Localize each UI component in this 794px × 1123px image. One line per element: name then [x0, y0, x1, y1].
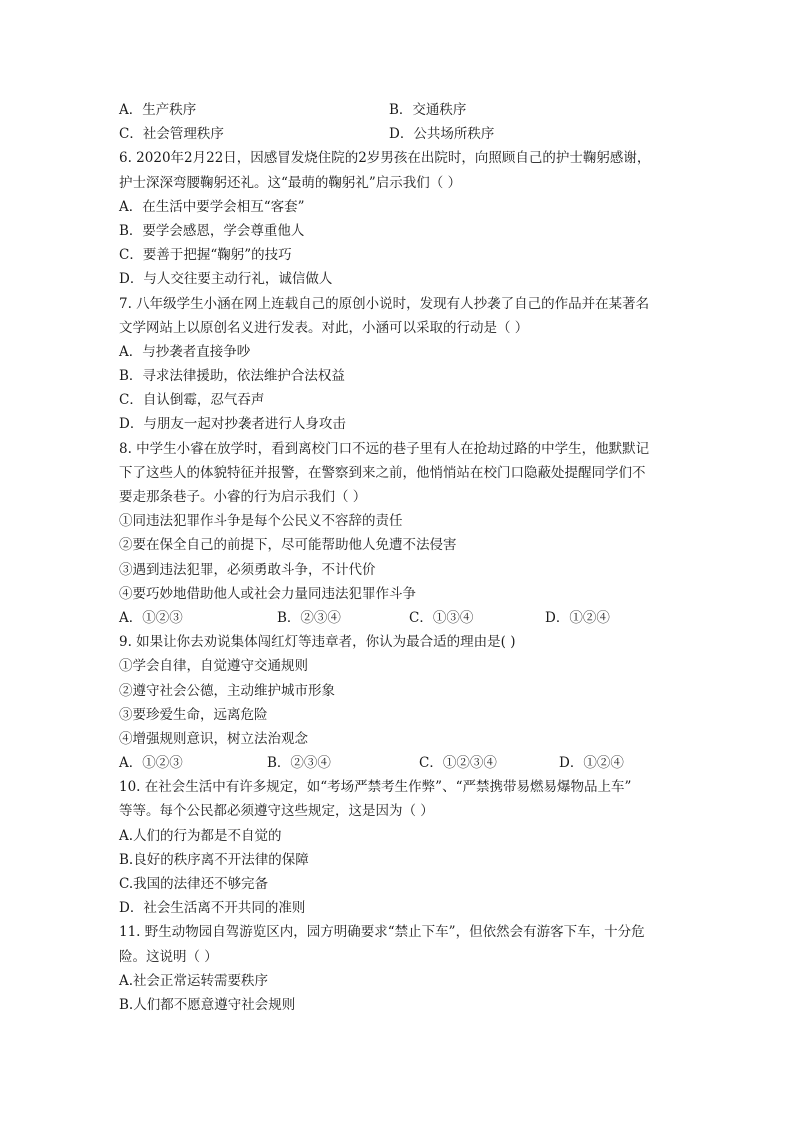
answer-option: C．①②③④ — [419, 755, 497, 772]
text-line: B．寻求法律援助，依法维护合法权益 — [119, 368, 345, 385]
answer-options-row — [119, 98, 679, 122]
text-line: C．要善于把握“鞠躬”的技巧 — [119, 247, 292, 264]
text-line: D．社会生活离不开共同的准则 — [119, 900, 306, 917]
text-line: A.人们的行为都是不自觉的 — [119, 827, 282, 844]
text-line: ④增强规则意识，树立法治观念 — [119, 730, 308, 747]
text-line: D．与朋友一起对抄袭者进行人身攻击 — [119, 416, 346, 433]
text-line: ④要巧妙地借助他人或社会力量同违法犯罪作斗争 — [119, 585, 416, 602]
text-line: B.良好的秩序离不开法律的保障 — [119, 851, 309, 868]
text-line: ②遵守社会公德，主动维护城市形象 — [119, 682, 335, 699]
text-line: 6. 2020年2月22日，因感冒发烧住院的2岁男孩在出院时，向照顾自己的护士鞠躬感谢， — [119, 150, 651, 167]
text-line: D．与人交往要主动行礼，诚信做人 — [119, 271, 333, 288]
text-line: 要走那条巷子。小睿的行为启示我们（ ） — [119, 489, 367, 505]
text-line: 10. 在社会生活中有许多规定，如“考场严禁考生作弊”、“严禁携带易燃易爆物品上车” — [119, 779, 632, 796]
text-line: ③要珍爱生命，远离危险 — [119, 706, 268, 723]
text-line: C．自认倒霉，忍气吞声 — [119, 392, 265, 409]
text-line: A.社会正常运转需要秩序 — [119, 972, 269, 989]
answer-option: A．①②③ — [119, 609, 183, 626]
answer-option: B．交通秩序 — [389, 102, 467, 118]
text-line: B．要学会感恩，学会尊重他人 — [119, 222, 305, 239]
text-line: 8. 中学生小睿在放学时，看到离校门口不远的巷子里有人在抢劫过路的中学生，他默默记 — [119, 440, 650, 457]
text-line: C.我国的法律还不够完备 — [119, 876, 269, 892]
answer-option: D．①②④ — [545, 609, 610, 626]
answer-option: C．社会管理秩序 — [119, 126, 224, 143]
answer-options-row — [119, 122, 679, 146]
text-line: 9. 如果让你去劝说集体闯红灯等违章者，你认为最合适的理由是( ) — [119, 634, 516, 651]
answer-option: B．②③④ — [267, 755, 331, 772]
question-text-block — [119, 98, 679, 1017]
answer-option: A．生产秩序 — [119, 102, 197, 118]
text-line: ①学会自律，自觉遵守交通规则 — [119, 658, 308, 675]
text-line: 等等。每个公民都必须遵守这些规定，这是因为（ ） — [119, 803, 434, 820]
text-line: ③遇到违法犯罪，必须勇敢斗争，不计代价 — [119, 561, 376, 578]
text-line: 11. 野生动物园自驾游览区内，园方明确要求“禁止下车”，但依然会有游客下车，十分危 — [119, 924, 645, 941]
answer-option: C．①③④ — [409, 609, 474, 626]
answer-options-row — [119, 751, 679, 775]
text-line: A．在生活中要学会相互“客套” — [119, 198, 305, 215]
text-line: B.人们都不愿意遵守社会规则 — [119, 996, 296, 1013]
answer-options-row — [119, 606, 679, 630]
text-line: 文学网站上以原创名义进行发表。对此，小涵可以采取的行动是（ ） — [119, 319, 529, 336]
text-line: ②要在保全自己的前提下，尽可能帮助他人免遭不法侵害 — [119, 537, 457, 554]
text-line: 护士深深弯腰鞠躬还礼。这“最萌的鞠躬礼”启示我们（ ） — [119, 174, 462, 191]
answer-option: B．②③④ — [277, 609, 341, 626]
text-line: 7. 八年级学生小涵在网上连载自己的原创小说时，发现有人抄袭了自己的作品并在某著名 — [119, 295, 650, 312]
answer-option: D．①②④ — [559, 755, 624, 772]
text-line: ①同违法犯罪作斗争是每个公民义不容辞的责任 — [119, 513, 403, 530]
text-line: A．与抄袭者直接争吵 — [119, 343, 251, 360]
answer-option: D．公共场所秩序 — [389, 126, 495, 143]
answer-option: A．①②③ — [119, 755, 183, 772]
text-line: 险。这说明（ ） — [119, 948, 218, 965]
text-line: 下了这些人的体貌特征并报警，在警察到来之前，他悄悄站在校门口隐蔽处提醒同学们不 — [119, 464, 646, 481]
